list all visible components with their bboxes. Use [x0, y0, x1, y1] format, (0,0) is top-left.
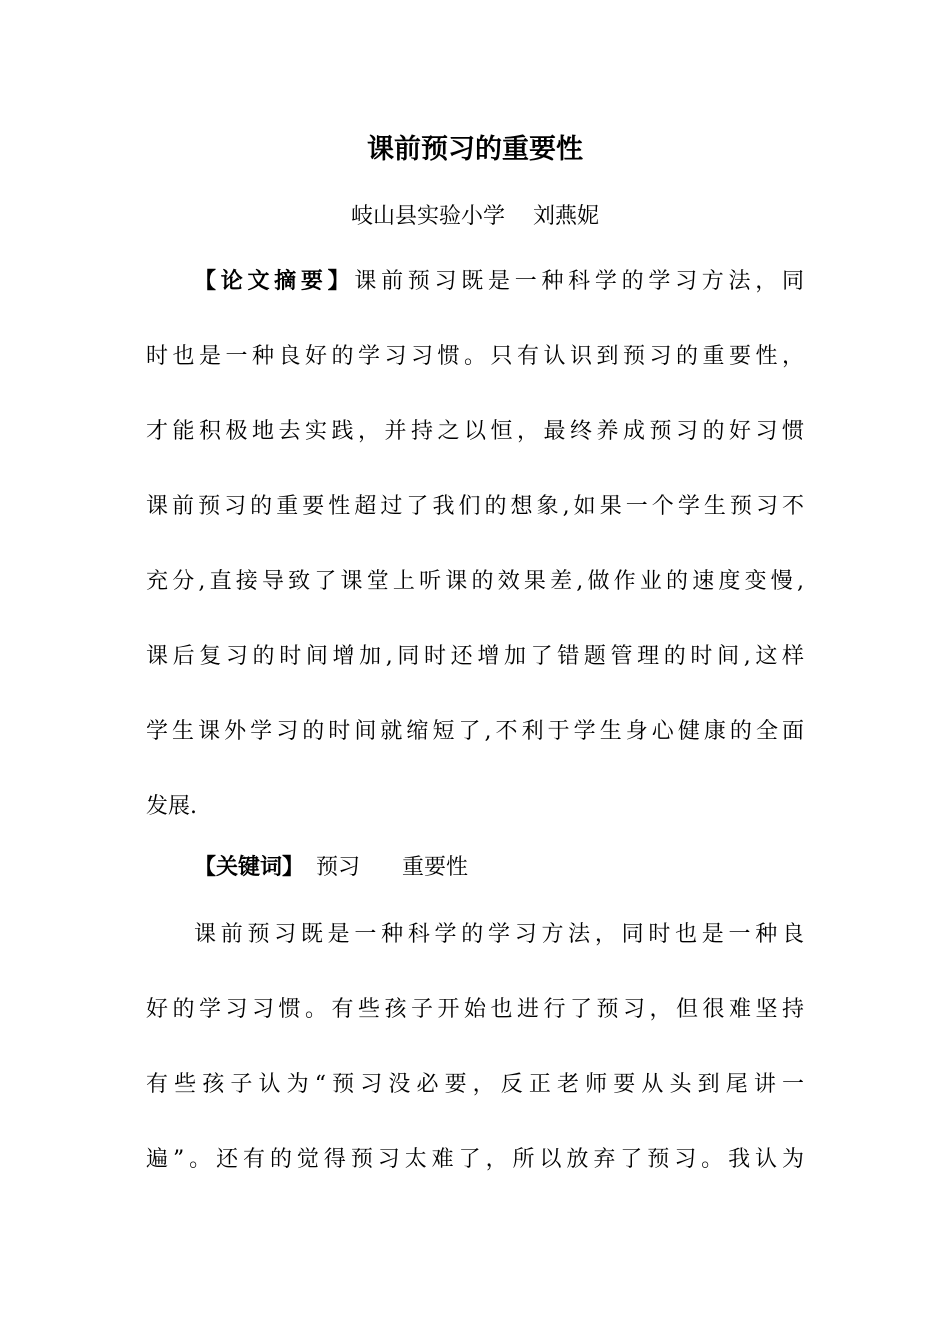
abstract-line-8: 发展. [146, 794, 197, 819]
author-school: 岐山县实验小学 [350, 204, 505, 229]
abstract-line-6: 课后复习的时间增加,同时还增加了错题管理的时间,这样 [146, 644, 804, 669]
abstract-line-2: 时也是一种良好的学习习惯。只有认识到预习的重要性， [146, 344, 804, 369]
abstract-line-3: 才能积极地去实践，并持之以恒，最终养成预习的好习惯 [146, 419, 804, 444]
abstract-line-4: 课前预习的重要性超过了我们的想象,如果一个学生预习不 [146, 494, 804, 519]
abstract-label: 【论文摘要】 [194, 269, 355, 294]
abstract-line-5: 充分,直接导致了课堂上听课的效果差,做作业的速度变慢, [146, 569, 804, 594]
abstract-line-1 [194, 262, 804, 302]
keyword-item: 预习 [316, 855, 361, 880]
abstract-text: 课前预习既是一种科学的学习方法，同 [354, 269, 804, 294]
author-line [0, 199, 950, 235]
body-line-2: 好的学习习惯。有些孩子开始也进行了预习，但很难坚持 [146, 997, 804, 1022]
keywords-label: 【关键词】 [194, 855, 305, 880]
keyword-item: 重要性 [402, 855, 469, 880]
page-title: 课前预习的重要性 [367, 134, 583, 165]
body-line-3: 有些孩子认为“预习没必要，反正老师要从头到尾讲一 [146, 1072, 804, 1097]
body-line-1: 课前预习既是一种科学的学习方法，同时也是一种良 [194, 922, 804, 947]
abstract-line-7: 学生课外学习的时间就缩短了,不利于学生身心健康的全面 [146, 719, 804, 744]
keywords-line [194, 848, 468, 888]
body-line-4: 遍”。还有的觉得预习太难了，所以放弃了预习。我认为 [146, 1147, 804, 1172]
author-name: 刘燕妮 [533, 204, 600, 229]
